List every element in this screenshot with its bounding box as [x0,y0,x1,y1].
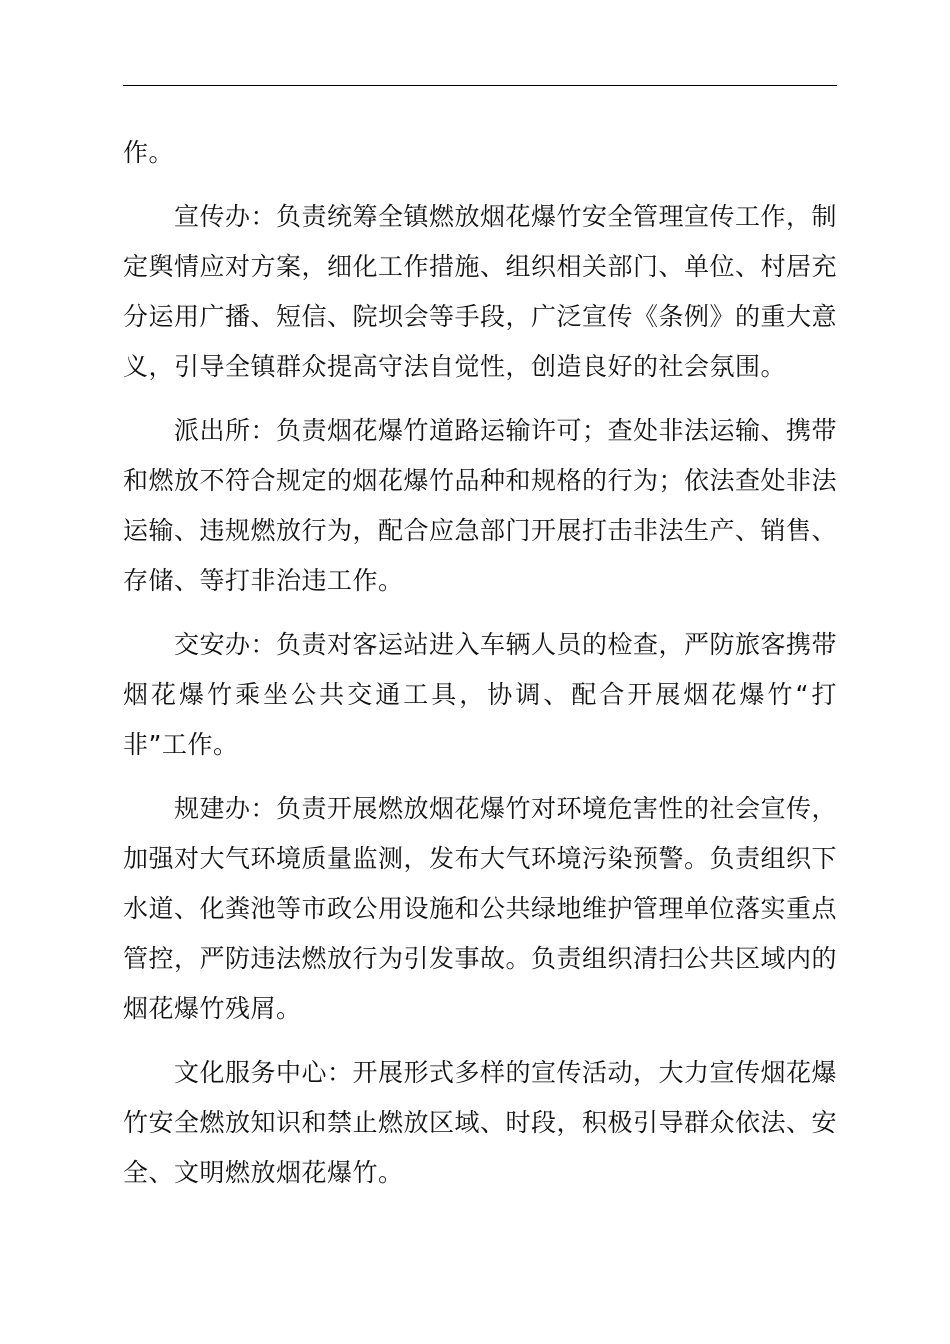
document-body [123,128,837,1212]
paragraph-police-station: 派出所：负责烟花爆竹道路运输许可；查处非法运输、携带和燃放不符合规定的烟花爆竹品种和规格的行为；依法查处非法运输、违规燃放行为，配合应急部门开展打击非法生产、销售、存储、等打非治违工作。 [123,416,838,595]
paragraph-planning-construction-office: 规建办：负责开展燃放烟花爆竹对环境危害性的社会宣传，加强对大气环境质量监测，发布大气环境污染预警。负责组织下水道、化粪池等市政公用设施和公共绿地维护管理单位落实重点管控，严防违法燃放行为引发事故。负责组织清扫公共区域内的烟花爆竹残屑。 [123,794,838,1023]
paragraph-cultural-service-center: 文化服务中心：开展形式多样的宣传活动，大力宣传烟花爆竹安全燃放知识和禁止燃放区域、时段，积极引导群众依法、安全、文明燃放烟花爆竹。 [123,1058,838,1187]
paragraph-traffic-safety-office: 交安办：负责对客运站进入车辆人员的检查，严防旅客携带烟花爆竹乘坐公共交通工具，协调、配合开展烟花爆竹“打非”工作。 [123,630,838,759]
paragraph-continuation: 作。 [123,138,175,167]
header-rule [123,85,837,86]
paragraph-publicity-office: 宣传办：负责统筹全镇燃放烟花爆竹安全管理宣传工作，制定舆情应对方案，细化工作措施、组织相关部门、单位、村居充分运用广播、短信、院坝会等手段，广泛宣传《条例》的重大意义，引导全镇群众提高守法自觉性，创造良好的社会氛围。 [123,202,838,381]
